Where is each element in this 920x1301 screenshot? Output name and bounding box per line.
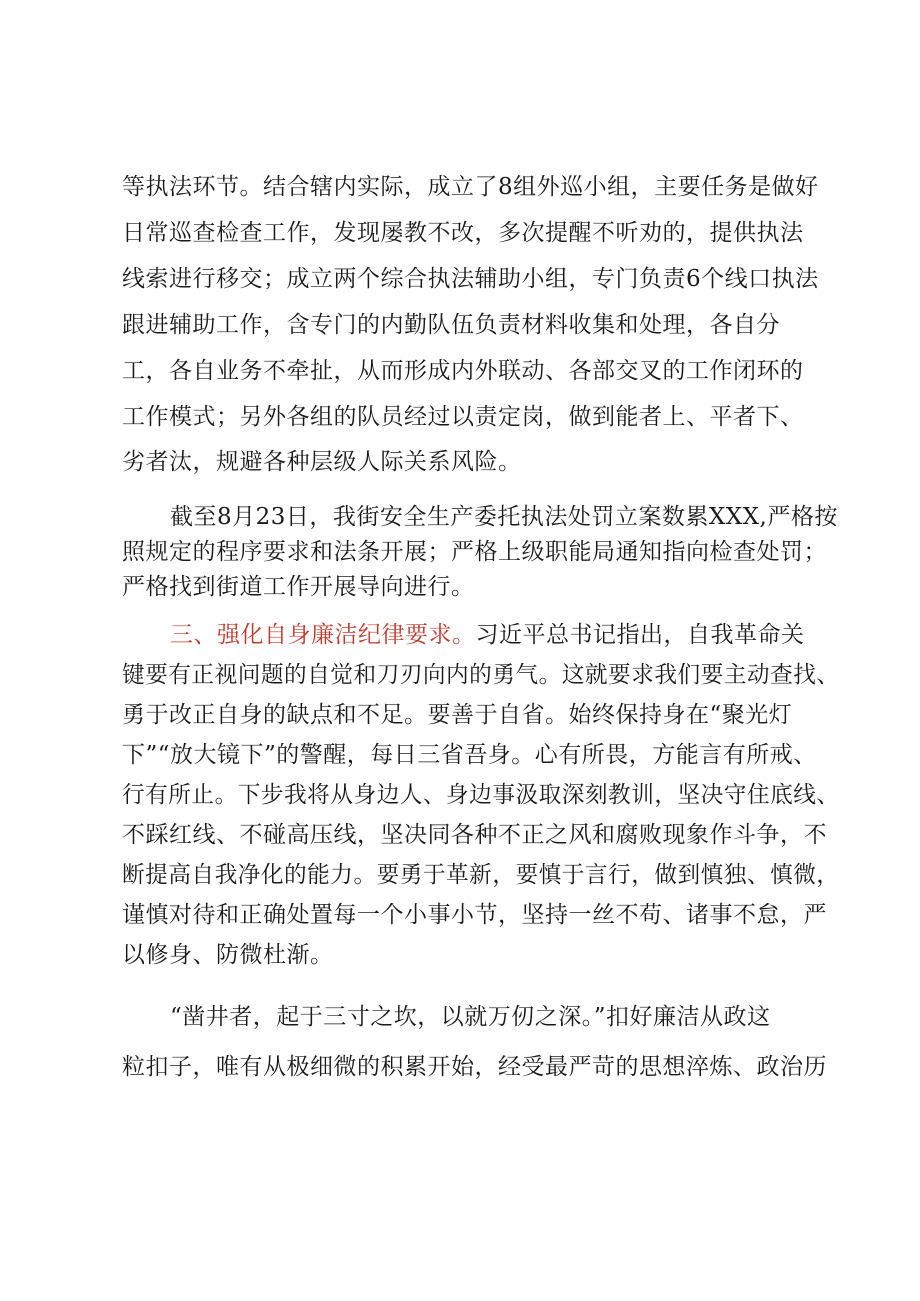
paragraph-3-line-2: 键要有正视问题的自觉和刀刃向内的勇气。这就要求我们要主动查找、 [122,662,840,688]
paragraph-1-line-1: 等执法环节。结合辖内实际，成立了8组外巡小组，主要任务是做好 [122,174,819,200]
paragraph-2-line-3: 严格找到街道工作开展导向进行。 [122,574,475,600]
paragraph-3-line-4: 下”“放大镜下”的警醒，每日三省吾身。心有所畏，方能言有所戒、 [122,742,817,768]
paragraph-1-line-3: 线索进行移交；成立两个综合执法辅助小组，专门负责6个线口执法 [122,266,819,292]
paragraph-3-line-1 [170,620,805,650]
paragraph-4-line-2: 粒扣子，唯有从极细微的积累开始，经受最严苛的思想淬炼、政治历 [122,1054,827,1080]
paragraph-1-line-2: 日常巡查检查工作，发现屡教不改，多次提醒不听劝的，提供执法 [122,220,804,246]
paragraph-1-line-4: 跟进辅助工作，含专门的内勤队伍负责材料收集和处理，各自分 [122,312,780,338]
paragraph-1-line-6: 工作模式；另外各组的队员经过以责定岗，做到能者上、平者下、 [122,404,804,430]
section-heading: 三、强化自身廉洁纪律要求。 [170,622,476,648]
paragraph-3-line-6: 不踩红线、不碰高压线，坚决同各种不正之风和腐败现象作斗争，不 [122,822,827,848]
paragraph-3-line-7: 断提高自我净化的能力。要勇于革新，要慎于言行，做到慎独、慎微， [122,862,840,888]
paragraph-3-line-5: 行有所止。下步我将从身边人、身边事汲取深刻教训，坚决守住底线、 [122,782,840,808]
section-heading-rest: 习近平总书记指出，自我革命关 [475,622,805,648]
paragraph-3-line-9: 以修身、防微杜渐。 [122,942,334,968]
paragraph-1-line-5: 工，各自业务不牵扯，从而形成内外联动、各部交叉的工作闭环的 [122,358,804,384]
paragraph-4-line-1: “凿井者，起于三寸之坎，以就万仞之深。”扣好廉洁从政这 [170,1004,771,1030]
paragraph-3-line-3: 勇于改正自身的缺点和不足。要善于自省。始终保持身在“聚光灯 [122,702,793,728]
paragraph-2-line-2: 照规定的程序要求和法条开展；严格上级职能局通知指向检查处罚； [122,539,827,565]
paragraph-2-line-1: 截至8月23日，我街安全生产委托执法处罚立案数累XXX,严格按 [170,504,838,530]
paragraph-1-line-7: 劣者汰，规避各种层级人际关系风险。 [122,449,522,475]
paragraph-3-line-8: 谨慎对待和正确处置每一个小事小节，坚持一丝不苟、诸事不怠，严 [122,902,827,928]
